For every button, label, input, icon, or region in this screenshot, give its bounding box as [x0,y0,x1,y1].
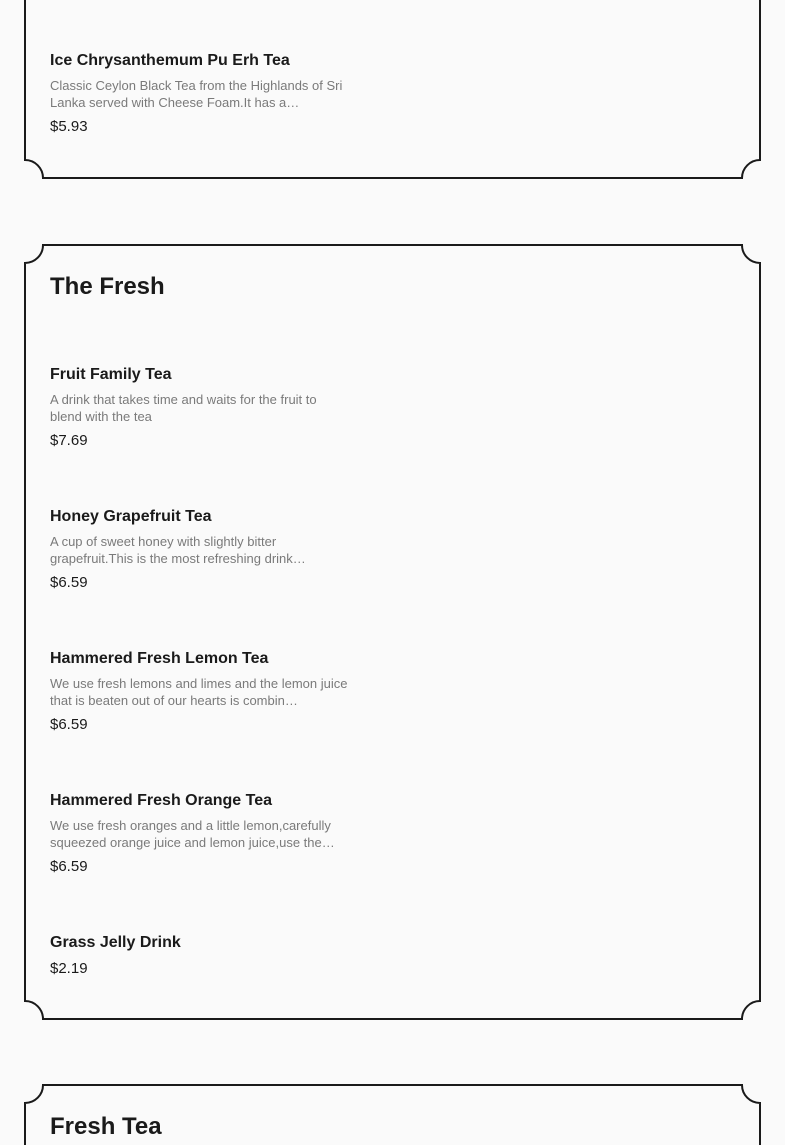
menu-item[interactable] [50,365,350,451]
menu-item-name: Hammered Fresh Orange Tea [50,792,273,809]
section-title: Fresh Tea [50,1113,162,1140]
menu-item-description: We use fresh oranges and a little lemon,carefully squeezed orange juice and lemon juice,use the… [50,818,335,850]
menu-item-name: Grass Jelly Drink [50,934,181,951]
section-title: The Fresh [50,273,165,300]
menu-item[interactable] [50,507,350,593]
menu-item[interactable] [50,649,350,735]
menu-item-name: Hammered Fresh Lemon Tea [50,650,269,667]
menu-item-price: $6.59 [50,574,88,591]
menu-item-description: A drink that takes time and waits for the fruit to blend with the tea [50,392,317,424]
menu-item-description: We use fresh lemons and limes and the lemon juice that is beaten out of our hearts is combin… [50,676,348,708]
menu-item[interactable] [50,51,350,137]
menu-card-frame [0,244,785,1022]
menu-item[interactable] [50,791,350,877]
menu-item-description: A cup of sweet honey with slightly bitter grapefruit.This is the most refreshing drink… [50,534,306,566]
menu-item-price: $7.69 [50,432,88,449]
menu-item-price: $2.19 [50,960,88,977]
menu-item-price: $6.59 [50,716,88,733]
menu-item-name: Fruit Family Tea [50,366,172,383]
menu-item-description: Classic Ceylon Black Tea from the Highlands of Sri Lanka served with Cheese Foam.It has a… [50,78,343,110]
menu-item-name: Ice Chrysanthemum Pu Erh Tea [50,52,290,69]
menu-item[interactable] [50,933,350,979]
menu-item-name: Honey Grapefruit Tea [50,508,212,525]
menu-item-price: $6.59 [50,858,88,875]
menu-item-price: $5.93 [50,118,88,135]
